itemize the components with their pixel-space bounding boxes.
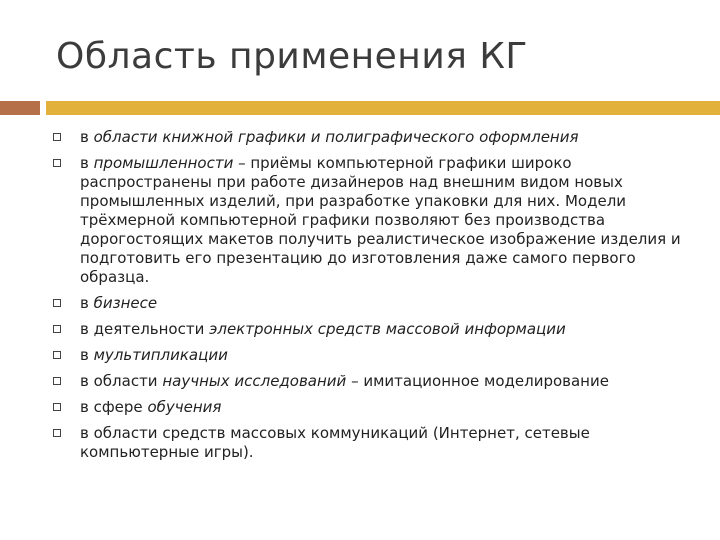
bullet-square-icon bbox=[53, 299, 61, 307]
bullet-square-icon bbox=[53, 325, 61, 333]
list-item bbox=[52, 372, 692, 391]
list-item-text: – приёмы компьютерной графики широко распространены при работе дизайнеров над внешним видом новых промышленных изделий, при разработке упаковки для них. Модели трёхмерной компьютерной графики позволяют без производства дорогостоящих макетов получить реалистическое изображение изделия и подготовить его презентацию до изготовления даже самого первого образца. bbox=[80, 154, 681, 286]
list-item bbox=[52, 128, 692, 147]
list-item-text: в сфере bbox=[80, 398, 148, 416]
slide-title: Область применения КГ bbox=[56, 36, 528, 77]
list-item-emphasis: мультипликации bbox=[93, 346, 228, 364]
list-item-emphasis: области книжной графики и полиграфического оформления bbox=[93, 128, 579, 146]
list-item-text: в области средств массовых коммуникаций (Интернет, сетевые компьютерные игры). bbox=[80, 424, 590, 461]
list-item bbox=[52, 346, 692, 365]
list-item-text: в bbox=[80, 346, 94, 364]
list-item bbox=[52, 398, 692, 417]
bullet-square-icon bbox=[53, 429, 61, 437]
list-item bbox=[52, 424, 692, 462]
list-item bbox=[52, 320, 692, 339]
list-item-emphasis: промышленности bbox=[93, 154, 234, 172]
list-item bbox=[52, 154, 692, 287]
bullet-square-icon bbox=[53, 377, 61, 385]
list-item-emphasis: электронных средств массовой информации bbox=[209, 320, 566, 338]
bullet-square-icon bbox=[53, 403, 61, 411]
bullet-square-icon bbox=[53, 133, 61, 141]
list-item-text: в bbox=[80, 154, 94, 172]
bullet-list bbox=[52, 128, 692, 469]
accent-bar-left bbox=[0, 101, 40, 115]
list-item bbox=[52, 294, 692, 313]
accent-bar-right bbox=[46, 101, 720, 115]
list-item-text: в bbox=[80, 128, 94, 146]
list-item-emphasis: бизнесе bbox=[93, 294, 158, 312]
list-item-emphasis: научных исследований bbox=[162, 372, 347, 390]
list-item-text: в деятельности bbox=[80, 320, 210, 338]
bullet-square-icon bbox=[53, 159, 61, 167]
list-item-text: – имитационное моделирование bbox=[346, 372, 609, 390]
list-item-text: в bbox=[80, 294, 94, 312]
list-item-emphasis: обучения bbox=[147, 398, 222, 416]
list-item-text: в области bbox=[80, 372, 163, 390]
bullet-square-icon bbox=[53, 351, 61, 359]
